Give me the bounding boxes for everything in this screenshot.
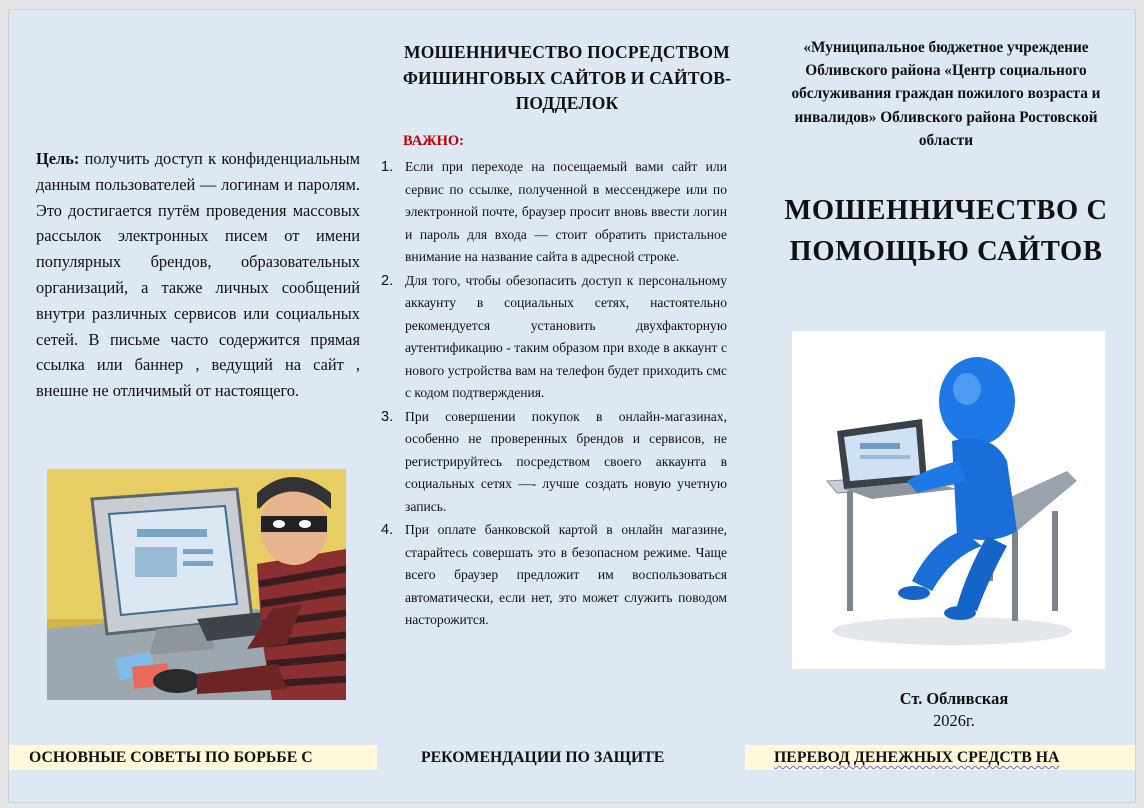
list-number: 2. <box>381 272 394 289</box>
list-item-text: Если при переходе на посещаемый вами сайт или сервис по ссылке, полученной в мессенджере или по электронной почте, браузер просит вновь ввести логин и пароль для входа — стоит обратить пристальное внимание на название сайта в адресной строке. <box>405 159 727 264</box>
list-item-text: Для того, чтобы обезопасить доступ к персональному аккаунту в социальных сетях, настоятельно рекомендуется установить двухфакторную аутентификацию - таким образом при входе в аккаунт с нового устройства вам на телефон будет приходить смс с кодом подтверждения. <box>405 272 727 400</box>
list-number: 1. <box>381 159 394 175</box>
goal-text: получить доступ к конфиденциальным данным пользователей — логинам и паролям. Это достигается путём проведения массовых рассылок электронных писем от имени популярных брендов, образовательных организаций, а также личных сообщений внутри различных сервисов или социальных сетей. В письме часто содержится прямая ссылка или баннер , ведущий на сайт , внешне не отличимый от настоящего. <box>36 149 360 401</box>
laptop-figure-illustration <box>792 331 1105 669</box>
hacker-illustration <box>47 469 346 700</box>
list-item <box>381 406 727 519</box>
list-item-text: При совершении покупок в онлайн-магазинах, особенно не проверенных брендов и сервисов, не регистрируйтесь посредством своего аккаунта в социальных сетях —- лучше создать новую учетную запись. <box>405 408 727 514</box>
list-item-text: При оплате банковской картой в онлайн магазине, старайтесь совершать это в безопасном режиме. Чаще всего браузер предложит им воспользоваться автоматически, если нет, это может служить поводом насторожится. <box>405 522 727 627</box>
middle-title: МОШЕННИЧЕСТВО ПОСРЕДСТВОМ ФИШИНГОВЫХ САЙТОВ И САЙТОВ-ПОДДЕЛОК <box>402 42 732 113</box>
heading-protection-recommendations: РЕКОМЕНДАЦИИ ПО ЗАЩИТЕ <box>421 749 665 766</box>
year-label: 2026г. <box>933 711 975 730</box>
tips-list <box>381 156 727 633</box>
heading-money-transfer <box>745 745 1135 770</box>
location-label: Ст. Обливская <box>899 689 1009 708</box>
heading-tips-fight: ОСНОВНЫЕ СОВЕТЫ ПО БОРЬБЕ С <box>9 745 377 770</box>
goal-paragraph <box>36 146 360 404</box>
organization-name: «Муниципальное бюджетное учреждение Обливского района «Центр социального обслуживания граждан пожилого возраста и инвалидов» Обливского района Ростовской области <box>791 39 1101 149</box>
important-label: ВАЖНО: <box>403 133 464 149</box>
list-item <box>381 156 727 269</box>
brochure-page <box>9 10 1135 802</box>
list-item <box>381 270 727 405</box>
list-number: 4. <box>381 522 394 538</box>
list-item <box>381 519 727 632</box>
list-number: 3. <box>381 408 394 425</box>
brochure-title: МОШЕННИЧЕСТВО С ПОМОЩЬЮ САЙТОВ <box>784 195 1108 267</box>
goal-label: Цель: <box>36 149 80 168</box>
heading-money-transfer-text: ПЕРЕВОД ДЕНЕЖНЫХ СРЕДСТВ НА <box>774 749 1060 766</box>
